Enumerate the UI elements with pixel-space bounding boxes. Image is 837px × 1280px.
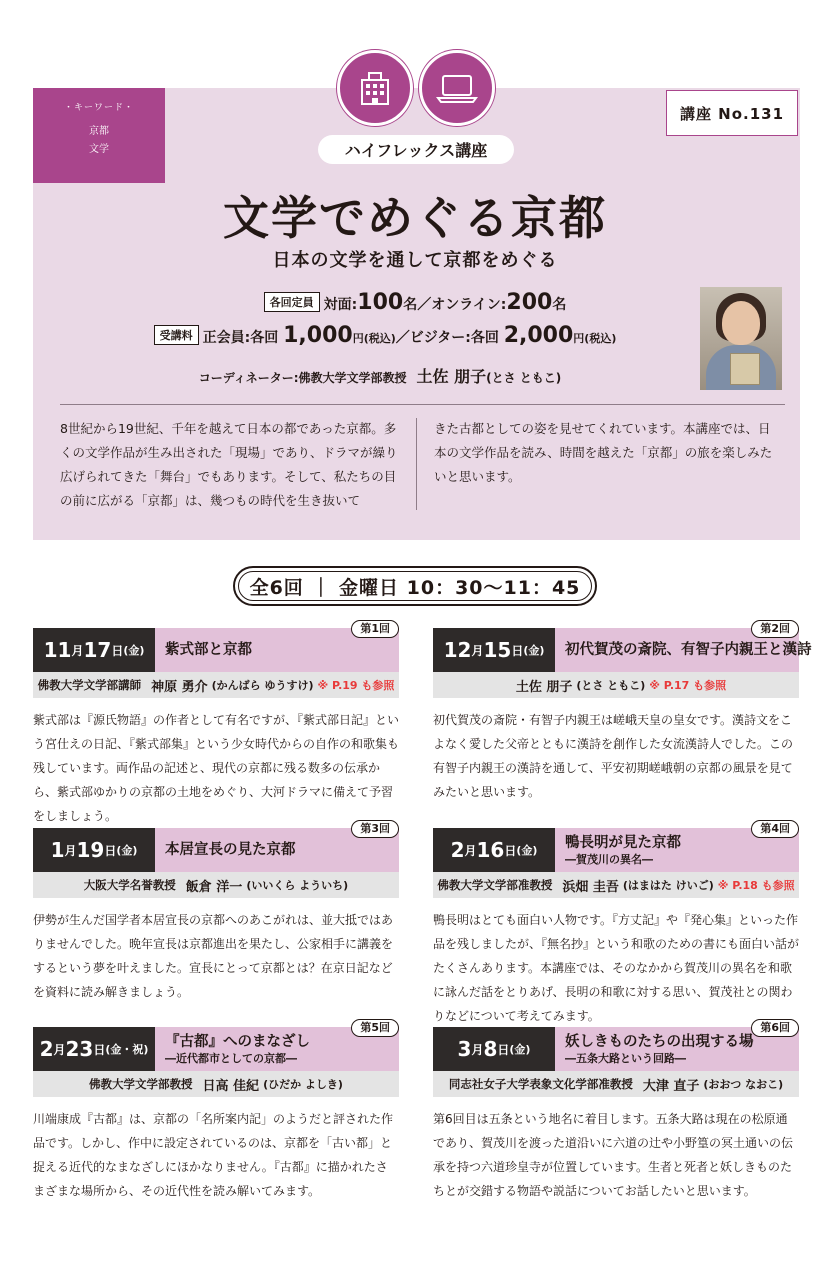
yen: 円 <box>573 332 585 345</box>
month-unit: 月 <box>53 1042 66 1057</box>
lecturer-name: 大津 直子 <box>642 1078 700 1094</box>
month: 12 <box>443 638 472 662</box>
month: 1 <box>50 838 65 862</box>
session-subtitle: ―近代都市としての京都― <box>165 1051 297 1065</box>
keyword-item: 京都 <box>89 126 109 137</box>
lecturer-role: 佛教大学文学部教授 <box>89 1077 193 1091</box>
format-badge: ハイフレックス講座 <box>318 135 514 164</box>
day: 8 <box>483 1037 498 1061</box>
lecturer-kana: (はまはた けいご) <box>622 879 714 892</box>
visitor-fee: 2,000 <box>503 323 574 348</box>
weekday: (金) <box>116 844 138 857</box>
capacity-row <box>60 290 770 315</box>
unit: 名 <box>552 297 567 313</box>
session-title: 『古都』へのまなざし <box>165 1033 310 1050</box>
page-reference: ※ P.18 も参照 <box>717 879 795 892</box>
month-unit: 月 <box>64 843 77 858</box>
lecturer-kana: (おおつ なおこ) <box>703 1078 784 1091</box>
session-title-block <box>565 828 681 872</box>
session-number: 第6回 <box>751 1019 799 1037</box>
session-number: 第3回 <box>351 820 399 838</box>
session-title: 初代賀茂の斎院、有智子内親王と漢詩 <box>565 642 812 658</box>
schedule-banner <box>233 566 597 606</box>
keyword-title: ・キーワード・ <box>63 103 134 113</box>
session-title: 妖しきものたちの出現する場 <box>565 1033 754 1050</box>
month: 2 <box>39 1037 54 1061</box>
lecturer-kana: (いいくら よういち) <box>246 879 349 892</box>
day-unit: 日 <box>511 643 524 658</box>
lecturer-name: 日高 佳紀 <box>202 1078 260 1094</box>
session-subtitle: ―五条大路という回路― <box>565 1051 686 1065</box>
yen: 円 <box>352 332 364 345</box>
session-title-block <box>165 1027 310 1071</box>
session-date <box>433 628 555 672</box>
lecturer-role: 同志社女子大学表象文化学部准教授 <box>448 1077 633 1091</box>
session-title: 鴨長明が見た京都 <box>565 834 681 851</box>
session-number: 第2回 <box>751 620 799 638</box>
lecturer-kana: (ひだか よしき) <box>263 1078 343 1091</box>
weekday: (金) <box>516 844 538 857</box>
keyword-item: 文学 <box>89 144 109 155</box>
separator: ／ <box>395 330 410 346</box>
lecturer-name: 飯倉 洋一 <box>185 879 243 895</box>
coordinator-label: コーディネーター:佛教大学文学部教授 <box>198 371 407 385</box>
session-date <box>33 628 155 672</box>
session-title-block <box>565 1027 754 1071</box>
session-number: 第4回 <box>751 820 799 838</box>
session-title: 紫式部と京都 <box>165 642 252 658</box>
day-unit: 日 <box>111 643 124 658</box>
venue-capacity: 100 <box>357 290 404 315</box>
lecture-number: 講座 No.131 <box>666 90 798 136</box>
session-title-block <box>165 628 252 672</box>
day: 23 <box>65 1037 94 1061</box>
divider <box>60 404 785 405</box>
coordinator-row <box>60 364 670 387</box>
lecturer-role: 大阪大学名誉教授 <box>83 878 176 892</box>
visitor-label: ビジター:各回 <box>409 330 499 346</box>
keyword-box <box>33 88 165 183</box>
day-unit: 日 <box>504 843 517 858</box>
tax-note: (税込) <box>363 332 396 345</box>
lecturer-name: 土佐 朋子 <box>515 679 573 695</box>
intro-text-right: きた古都としての姿を見せてくれています。本講座では、日本の文学作品を読み、時間を越えた「京都」の旅を楽しみたいと思います。 <box>434 421 773 484</box>
session-description: 鴨長明はとても面白い人物です。『方丈記』や『発心集』といった作品を残しましたが、『無名抄』という和歌のための書にも面白い話がたくさんあります。本講座では、そのなかから賀茂川の異名を和歌に詠んだ話をとりあげ、長明の和歌に対する思い、賀茂社との関わりなどについて考えてみます。 <box>433 913 800 1023</box>
tax-note: (税込) <box>584 332 617 345</box>
month-unit: 月 <box>471 1042 484 1057</box>
online-capacity: 200 <box>506 290 553 315</box>
day-unit: 日 <box>104 843 117 858</box>
lecturer-row <box>433 672 799 698</box>
lecturer-role: 佛教大学文学部准教授 <box>437 878 553 892</box>
session-description: 第6回目は五条という地名に着目します。五条大路は現在の松原通であり、賀茂川を渡った道沿いに六道の辻や小野篁の冥土通いの伝承を持つ六道珍皇寺が位置しています。生者と死者と妖しきものたちとが交錯する物語や説話についてお話したいと思います。 <box>433 1112 794 1198</box>
separator: ／ <box>417 297 432 313</box>
page-subtitle: 日本の文学を通して京都をめぐる <box>272 250 558 271</box>
building-icon <box>337 50 413 126</box>
day: 16 <box>476 838 505 862</box>
session-subtitle: ―賀茂川の異名― <box>565 852 653 866</box>
day: 19 <box>76 838 105 862</box>
member-label: 正会員:各回 <box>202 330 279 346</box>
session-number: 第1回 <box>351 620 399 638</box>
session-title: 本居宣長の見た京都 <box>165 842 296 858</box>
session-description: 川端康成『古都』は、京都の「名所案内記」のようだと評された作品です。しかし、作中に設定されているのは、京都を「古い都」と捉える近代的なまなざしにほかなりません。『古都』に描かれたさまざまな場所から、その近代性を読み解いてみます。 <box>33 1112 394 1198</box>
coordinator-kana: (とさ ともこ) <box>486 371 562 385</box>
lecturer-name: 浜畑 圭吾 <box>562 879 619 895</box>
session-date <box>433 828 555 872</box>
month-unit: 月 <box>71 643 84 658</box>
lecturer-name: 神原 勇介 <box>151 679 208 695</box>
session-description: 初代賀茂の斎院・有智子内親王は嵯峨天皇の皇女です。漢詩文をこよなく愛した父帝とともに漢詩を創作した女流漢詩人でした。この有智子内親王の漢詩を通して、平安初期嵯峨朝の京都の風景を見てみたいと思います。 <box>433 713 794 799</box>
intro-text-left: 8世紀から19世紀、千年を越えて日本の都であった京都。多くの文学作品が生み出された「現場」であり、ドラマが繰り広げられてきた「舞台」でもあります。そして、私たちの目の前に広がる「京都」は、幾つもの時代を生き抜いて <box>60 421 398 508</box>
lecturer-row <box>33 872 399 898</box>
lecturer-kana: (とさ ともこ) <box>576 679 646 692</box>
weekday: (金) <box>509 1043 531 1056</box>
month: 2 <box>450 838 465 862</box>
day: 17 <box>83 638 112 662</box>
weekday: (金) <box>523 644 545 657</box>
coordinator-photo <box>700 287 782 390</box>
page-title: 文学でめぐる京都 <box>223 191 607 245</box>
coordinator-name: 土佐 朋子 <box>416 367 487 386</box>
page-reference: ※ P.19 も参照 <box>317 679 395 692</box>
session-number: 第5回 <box>351 1019 399 1037</box>
capacity-tag: 各回定員 <box>264 292 320 312</box>
page-reference: ※ P.17 も参照 <box>649 679 727 692</box>
day-unit: 日 <box>497 1042 510 1057</box>
session-description: 伊勢が生んだ国学者本居宣長の京都へのあこがれは、並大抵ではありませんでした。晩年宣長は京都進出を果たし、公家相手に講義をするという夢を叶えました。宣長にとって京都とは？在京日記などを資料に読み解きましょう。 <box>33 913 394 999</box>
lecturer-role: 佛教大学文学部講師 <box>37 678 142 692</box>
lecturer-row <box>33 672 399 698</box>
lecturer-row <box>33 1071 399 1097</box>
session-date <box>33 828 155 872</box>
weekday: (金) <box>123 644 145 657</box>
session-description: 紫式部は『源氏物語』の作者として有名ですが、『紫式部日記』という宮仕えの日記、『紫式部集』という少女時代からの自作の和歌集も残しています。両作品の記述と、現代の京都に残る数多の伝承から、紫式部ゆかりの京都の土地をめぐり、大河ドラマに備えて予習をしましょう。 <box>33 713 400 823</box>
lecturer-kana: (かんばら ゆうすけ) <box>211 679 314 692</box>
lecturer-row <box>433 1071 799 1097</box>
month: 3 <box>457 1037 472 1061</box>
weekday: (金・祝) <box>105 1043 149 1056</box>
laptop-icon <box>419 50 495 126</box>
month-unit: 月 <box>471 643 484 658</box>
session-date <box>33 1027 155 1071</box>
lecturer-row <box>433 872 799 898</box>
unit: 名 <box>403 297 418 313</box>
fee-row <box>60 323 670 348</box>
fee-tag: 受講料 <box>154 325 199 345</box>
day-unit: 日 <box>93 1042 106 1057</box>
session-title-block <box>165 828 296 872</box>
column-divider <box>416 418 417 510</box>
month: 11 <box>43 638 72 662</box>
venue-label: 対面: <box>323 297 358 313</box>
month-unit: 月 <box>464 843 477 858</box>
member-fee: 1,000 <box>283 323 353 348</box>
online-label: オンライン: <box>431 297 507 313</box>
schedule-text: 全6回 ｜ 金曜日 10：30〜11：45 <box>249 576 581 599</box>
day: 15 <box>483 638 512 662</box>
session-date <box>433 1027 555 1071</box>
